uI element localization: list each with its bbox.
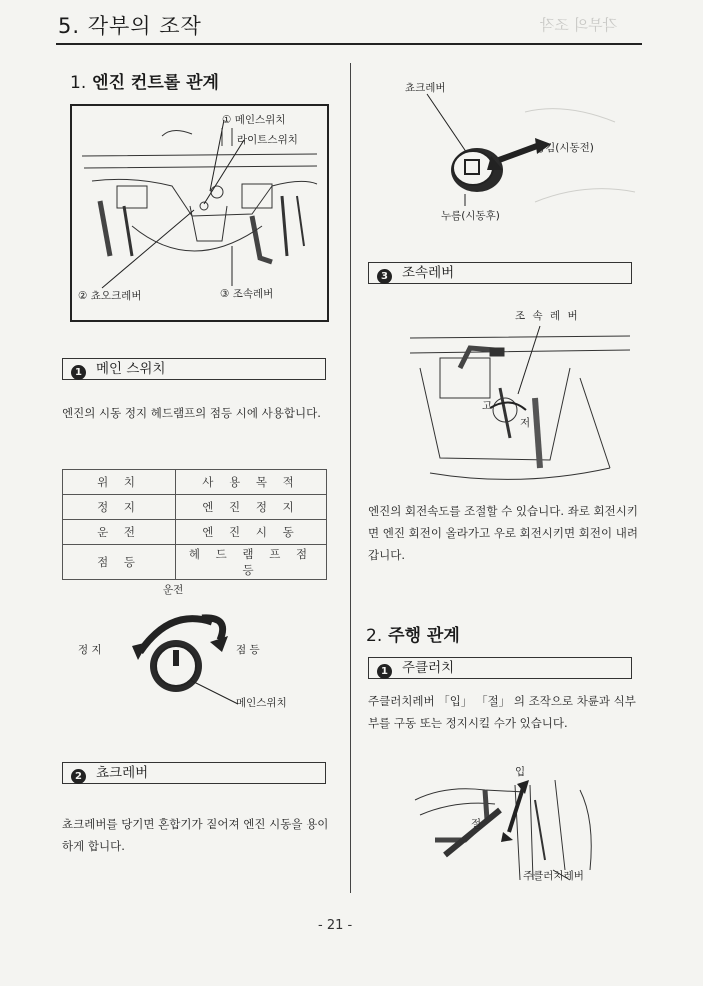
label-light-switch: 라이트스위치 bbox=[237, 134, 298, 146]
label-throttle: 조 속 레 버 bbox=[515, 310, 580, 322]
header-rule bbox=[56, 43, 642, 45]
table-row bbox=[63, 520, 327, 545]
section-number: 2. bbox=[366, 626, 383, 646]
main-switch-description: 엔진의 시동 정지 헤드램프의 점등 시에 사용합니다. bbox=[62, 406, 321, 420]
dial-label-run: 운전 bbox=[163, 584, 184, 596]
heading-marker: 3 bbox=[377, 269, 392, 284]
page-number: - 21 - bbox=[318, 918, 353, 933]
main-switch-heading bbox=[62, 358, 326, 380]
main-clutch-description: 주클러치레버 「입」 「절」 의 조작으로 차륜과 식부부를 구동 또는 정지시킬 수가 있습니다. bbox=[368, 694, 636, 730]
choke-description: 쵸크레버를 당기면 혼합기가 짙어져 엔진 시동을 용이하게 합니다. bbox=[62, 817, 329, 853]
main-clutch-heading bbox=[368, 657, 632, 679]
section-title-text: 주행 관계 bbox=[388, 626, 460, 646]
table-cell: 헤 드 램 프 점 등 bbox=[176, 545, 327, 580]
dial-label-stop: 정 지 bbox=[78, 644, 102, 656]
table-cell: 정 지 bbox=[63, 495, 176, 520]
table-cell: 운 전 bbox=[63, 520, 176, 545]
heading-marker: 1 bbox=[377, 664, 392, 679]
section-2-title bbox=[366, 621, 460, 646]
label-pull: 당김(시동전) bbox=[535, 142, 594, 154]
choke-lever-figure bbox=[365, 72, 645, 232]
table-row bbox=[63, 495, 327, 520]
label-main-switch: ① 메인스위치 bbox=[222, 114, 286, 126]
label-engage: 입 bbox=[515, 766, 526, 778]
main-clutch-illustration bbox=[405, 760, 635, 890]
engine-control-figure bbox=[70, 104, 329, 322]
label-high: 고 bbox=[482, 400, 493, 412]
section-title-text: 엔진 컨트롤 관계 bbox=[92, 73, 219, 93]
label-low: 저 bbox=[520, 417, 531, 429]
heading-marker: 1 bbox=[71, 365, 86, 380]
main-clutch-figure bbox=[405, 760, 635, 890]
heading-marker: 2 bbox=[71, 769, 86, 784]
table-header-cell: 위 치 bbox=[63, 470, 176, 495]
section-1-title bbox=[70, 68, 219, 93]
throttle-heading bbox=[368, 262, 632, 284]
choke-heading bbox=[62, 762, 326, 784]
dial-caption: 메인스위치 bbox=[236, 697, 287, 709]
label-push: 누름(시동후) bbox=[441, 210, 500, 222]
table-cell: 점 등 bbox=[63, 545, 176, 580]
table-row bbox=[63, 545, 327, 580]
label-choke-lever: ② 쵸오크레버 bbox=[78, 290, 142, 302]
table-cell: 엔 진 정 지 bbox=[176, 495, 327, 520]
column-divider bbox=[350, 63, 351, 893]
table-header-cell: 사 용 목 적 bbox=[176, 470, 327, 495]
label-choke: 쵸크레버 bbox=[405, 82, 446, 94]
table-cell: 엔 진 시 동 bbox=[176, 520, 327, 545]
heading-text: 조속레버 bbox=[402, 265, 455, 281]
throttle-description: 엔진의 회전속도를 조절할 수 있습니다. 좌로 회전시키면 엔진 회전이 올라가고 우로 회전시키면 회전이 내려갑니다. bbox=[368, 504, 638, 562]
section-number: 1. bbox=[70, 73, 87, 93]
main-switch-table bbox=[62, 469, 327, 580]
label-disengage: 절 bbox=[471, 818, 482, 830]
dial-label-light: 점 등 bbox=[236, 644, 260, 656]
label-throttle-lever: ③ 조속레버 bbox=[220, 288, 274, 300]
throttle-lever-figure bbox=[400, 298, 640, 493]
chapter-title: 5. 각부의 조작 bbox=[58, 14, 202, 38]
heading-text: 주클러치 bbox=[402, 660, 455, 676]
table-header-row bbox=[63, 470, 327, 495]
throttle-illustration bbox=[400, 298, 640, 493]
main-switch-dial-figure bbox=[70, 580, 330, 720]
clutch-lever-caption: 주클러치레버 bbox=[523, 870, 584, 882]
heading-text: 메인 스위치 bbox=[96, 361, 166, 377]
heading-text: 쵸크레버 bbox=[96, 765, 149, 781]
choke-illustration bbox=[365, 72, 645, 232]
dial-illustration bbox=[70, 580, 330, 720]
bleed-through-header: 각부의 조작 bbox=[540, 16, 618, 34]
